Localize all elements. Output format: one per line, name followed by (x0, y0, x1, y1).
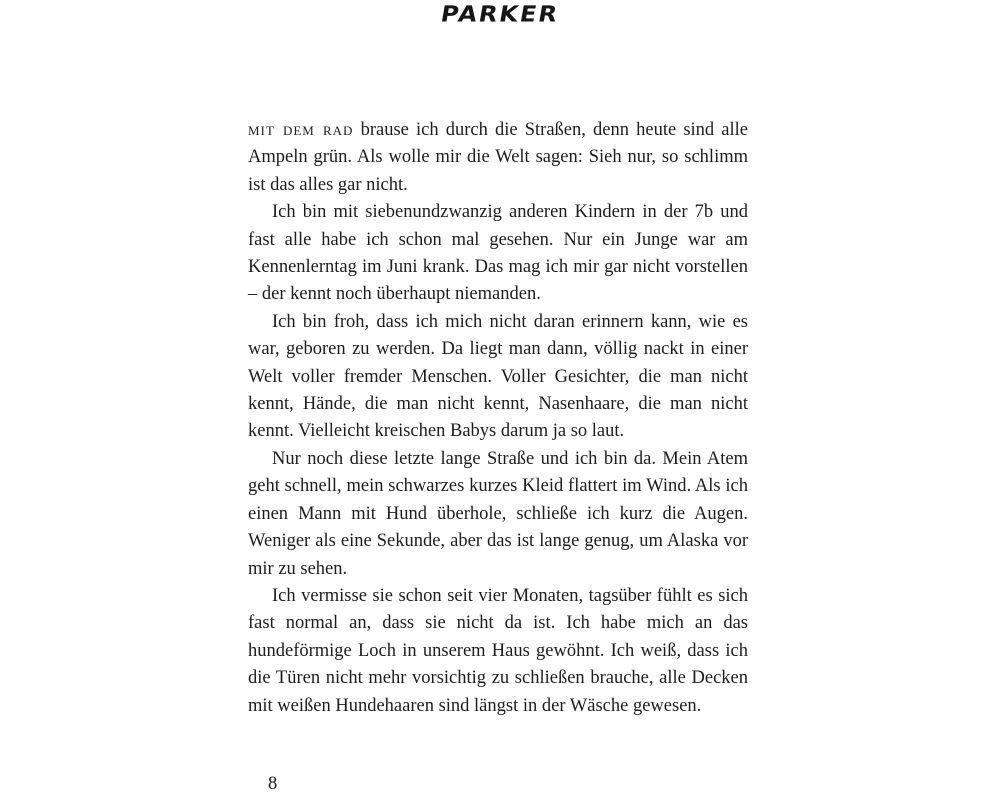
chapter-title: PARKER (438, 1, 562, 27)
paragraph-5: Ich vermisse sie schon seit vier Monaten, tagsüber fühlt es sich fast normal an, dass sie nicht da ist. Ich habe mich an das hundeförmige Loch in unserem Haus gewöhnt. Ich weiß, dass ich die Türen nicht mehr vorsichtig zu schließen brauche, alle Decken mit weißen Hundehaaren sind längst in der Wäsche gewesen. (248, 585, 748, 716)
paragraph-4: Nur noch diese letzte lange Straße und ich bin da. Mein Atem geht schnell, mein schwarzes kurzes Kleid flattert im Wind. Als ich einen Mann mit Hund überhole, schließe ich kurz die Augen. Weniger als eine Sekunde, aber das ist lange genug, um Alaska vor mir zu sehen. (248, 448, 748, 579)
paragraph-1-text: brause ich durch die Straßen, denn heute sind alle Ampeln grün. Als wolle mir die Welt sagen: Sieh nur, so schlimm ist das alles gar nicht. (248, 120, 749, 195)
paragraph-1 (248, 117, 748, 199)
paragraph-lead-smallcaps: mit dem rad (248, 120, 354, 140)
paragraph-2: Ich bin mit siebenundzwanzig anderen Kindern in der 7b und fast alle habe ich schon mal gesehen. Nur ein Junge war am Kennenlerntag im Juni krank. Das mag ich mir gar nicht vorstellen – der kennt noch überhaupt niemanden. (248, 202, 748, 305)
running-header (0, 0, 1000, 40)
paragraph-3: Ich bin froh, dass ich mich nicht daran erinnern kann, wie es war, geboren zu werden. Da liegt man dann, völlig nackt in einer Welt voller fremder Menschen. Voller Gesichter, die man nicht kennt, Hände, die man nicht kennt, Nasenhaare, die man nicht kennt. Vielleicht kreischen Babys darum ja so laut. (248, 311, 748, 442)
page-number: 8 (268, 774, 278, 794)
body-text (248, 117, 748, 720)
